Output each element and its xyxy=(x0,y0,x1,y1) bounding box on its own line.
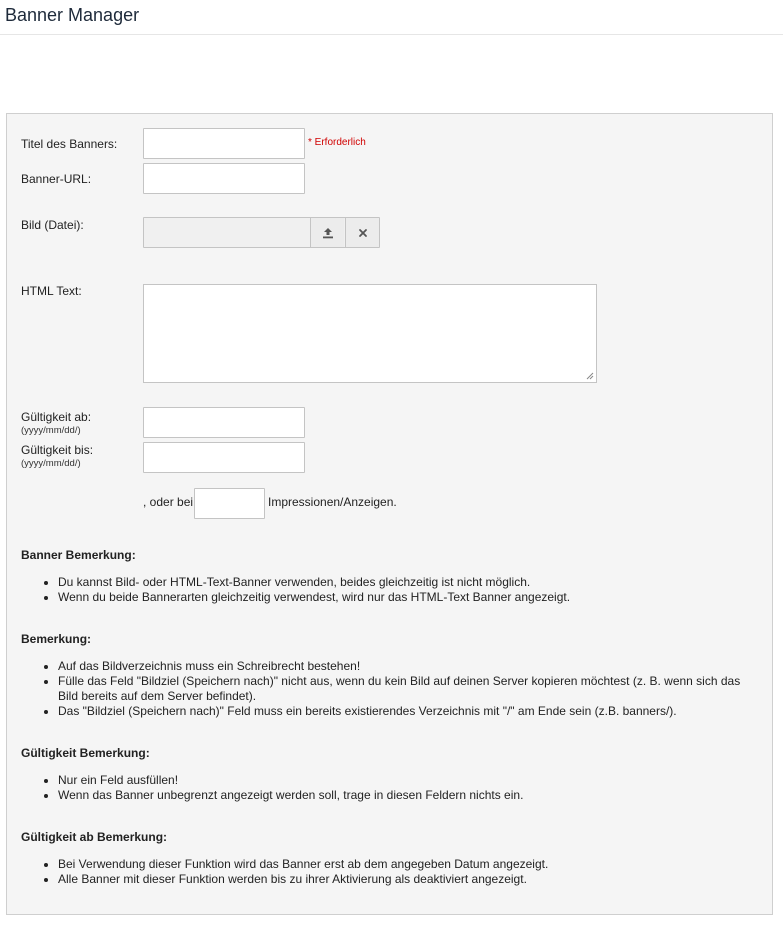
upload-button[interactable] xyxy=(310,218,344,247)
list-item: • Fülle das Feld "Bildziel (Speichern nach)" nicht aus, wenn du kein Bild auf deinen Server kopieren möchtest (z. B. wenn sich das Bild bereits auf dem Server befindet). xyxy=(58,674,763,704)
html-text-textarea[interactable] xyxy=(143,284,597,383)
title-label: Titel des Banners: xyxy=(21,137,118,151)
validity-from-note-list xyxy=(40,857,763,887)
valid-from-input[interactable] xyxy=(143,407,305,438)
close-icon xyxy=(358,228,368,238)
or-at-text: , oder bei xyxy=(143,495,194,509)
image-file-picker xyxy=(143,217,380,248)
impressions-text: Impressionen/Anzeigen. xyxy=(268,495,397,509)
list-item: • Auf das Bildverzeichnis muss ein Schreibrecht bestehen! xyxy=(58,659,763,674)
validity-note-list xyxy=(40,773,763,803)
banner-url-input[interactable] xyxy=(143,163,305,194)
general-note-list xyxy=(40,659,763,719)
general-note-title: Bemerkung: xyxy=(21,632,92,646)
valid-from-format: (yyyy/mm/dd/) xyxy=(21,425,81,436)
banner-note-list xyxy=(40,575,763,605)
image-file-field[interactable] xyxy=(144,218,310,247)
banner-note-title: Banner Bemerkung: xyxy=(21,548,136,562)
list-item: • Alle Banner mit dieser Funktion werden bis zu ihrer Aktivierung als deaktiviert angezeigt. xyxy=(58,872,763,887)
title-divider xyxy=(0,34,783,35)
upload-icon xyxy=(322,227,334,239)
validity-note-title: Gültigkeit Bemerkung: xyxy=(21,746,150,760)
list-item: • Das "Bildziel (Speichern nach)" Feld muss ein bereits existierendes Verzeichnis mit "/" am Ende sein (z.B. banners/). xyxy=(58,704,763,719)
valid-to-input[interactable] xyxy=(143,442,305,473)
clear-image-button[interactable] xyxy=(345,218,379,247)
image-label: Bild (Datei): xyxy=(21,218,84,232)
url-label: Banner-URL: xyxy=(21,172,92,186)
page-title: Banner Manager xyxy=(5,5,140,25)
validity-from-note-title: Gültigkeit ab Bemerkung: xyxy=(21,830,168,844)
list-item: • Wenn du beide Bannerarten gleichzeitig verwendest, wird nur das HTML-Text Banner angezeigt. xyxy=(58,590,763,605)
required-hint: * Erforderlich xyxy=(308,137,366,148)
impressions-input[interactable] xyxy=(194,488,265,519)
banner-title-input[interactable] xyxy=(143,128,305,159)
list-item: • Bei Verwendung dieser Funktion wird das Banner erst ab dem angegeben Datum angezeigt. xyxy=(58,857,763,872)
list-item: • Nur ein Feld ausfüllen! xyxy=(58,773,763,788)
valid-to-label: Gültigkeit bis: xyxy=(21,443,94,457)
list-item: • Du kannst Bild- oder HTML-Text-Banner verwenden, beides gleichzeitig ist nicht möglich. xyxy=(58,575,763,590)
html-text-label: HTML Text: xyxy=(21,284,82,298)
resize-grip-icon[interactable] xyxy=(585,371,594,380)
valid-to-format: (yyyy/mm/dd/) xyxy=(21,458,81,469)
list-item: • Wenn das Banner unbegrenzt angezeigt werden soll, trage in diesen Feldern nichts ein. xyxy=(58,788,763,803)
valid-from-label: Gültigkeit ab: xyxy=(21,410,92,424)
